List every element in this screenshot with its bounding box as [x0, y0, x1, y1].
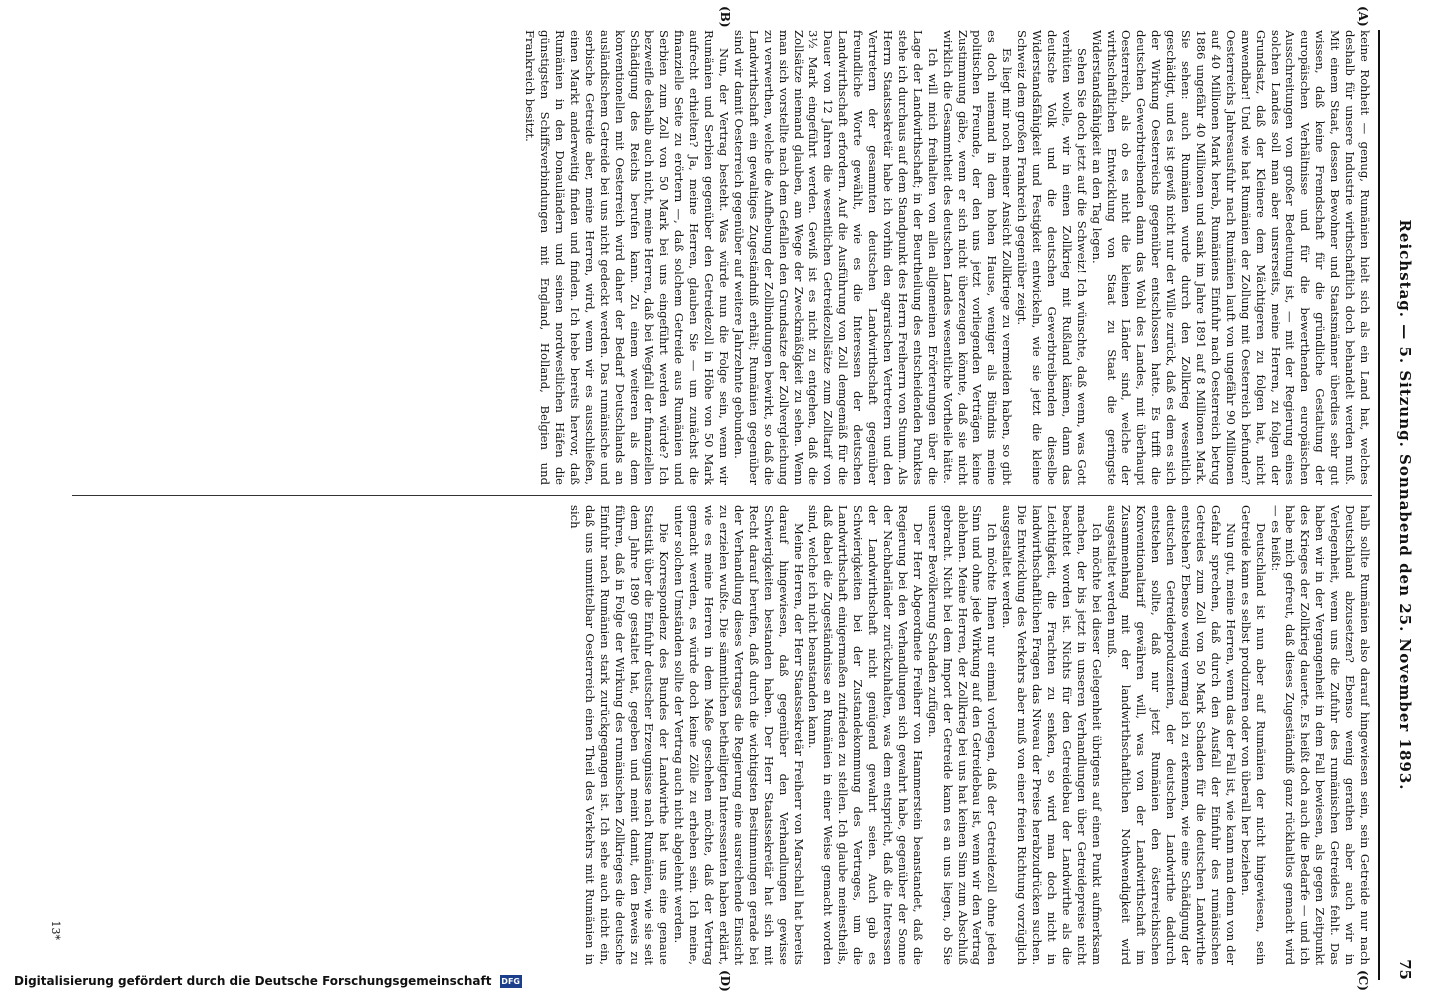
- right-paragraph: halb sollte Rumänien also darauf hingewiesen sein, sein Getreide nur nach Deutschland abzusetzen? Ebenso wenig gerathen aber auch wir in Verlegenheit, wenn uns die Zufuhr des rumänischen Getreides fehlt. Das haben wir in der Vergangenheit in dem Fall bewiesen, als gegen Zeitpunkt des Krieges der Zollkrieg dauerte. Es heißt doch auch die Bedarfe — und ich habe mich gefreut, daß dieses Zugeständniß ganz rückhaltlos gemacht wird — es heißt:: [1268, 505, 1372, 965]
- header-rule: [1378, 30, 1380, 980]
- left-paragraph: keine Rohheit — genug, Rumänien hielt sich als ein Land hat, welches deshalb für unsere Industrie wirthschaftlich doch behandelt werden muß. Mit einem Staat, dessen Bewohner und Staatsmänner überdies sehr gut wissen, daß keine Fremdschaft für die gründliche Gestaltung der europäischen Verhältnisse und für die bewerthenden europäischen Ausschreitungen von großer Bedeutung ist, — mit der Regierung eines solchen Landes soll man aber unsrerseits, meine Herren, zu folgen der Grundsatz, daß der Kleinere dem Mächtigeren zu folgen hat, nicht anwendbar! Und wie hat Rumänien der Zollung mit Oesterreich befunden? Oesterreichs Jahresausfuhr nach Rumänien lauft von ungefähr 90 Millionen auf 40 Millionen Mark herab, Rumäniens Einfuhr nach Oesterreich betrug 1886 ungefähr 40 Millionen und sank im Jahre 1891 auf 8 Millionen Mark. Sie sehen: auch Rumänien wurde durch den Zollkrieg wesentlich geschädigt, und es ist gewiß nicht nur der Wille zurück, daß es dem es sich der Wirkung Oesterreichs gegenüber entschlossen hatte. Es trifft die deutschen Gewerbtreibenden dann das Wohl des Landes, mit überhaupt Oesterreich, als ob es nicht die kleinen Länder sind, welche der wirthschaftlichen Entwicklung von Staat zu Staat die geringste Widerstandsfähigkeit an den Tag legen.: [1089, 30, 1372, 485]
- page-header: [1390, 30, 1414, 980]
- right-paragraph: Meine Herren, der Herr Staatssekretär Freiherr von Marschall hat bereits darauf hingewiesen, daß gegenüber den Verhandlungen gewisse Schwierigkeiten bestanden haben. Der Herr Staatssekretär hat sich mit Recht darauf berufen, daß durch die wichtigsten Bestimmungen gerade bei der Verhandlung dieses Vertrages die Regierung eine ausreichende Einsicht zu erzielen wußte. Die sämmtlichen betheiligten Interessenten haben erklärt, wie es meine Herren in dem Maße geschehen möchte, daß der Vertrag gemacht werden, es würde doch keine Zölle zu erheben sein. Ich meine, unter solchen Umständen sollte der Vertrag auch nicht abgelehnt werden.: [672, 505, 806, 965]
- margin-mark-d: (D): [718, 970, 732, 992]
- right-column: [72, 505, 1372, 965]
- left-paragraph: Ich will mich freihalten von allen allgemeinen Erörterungen über die Lage der Landwirthschaft; in der Beurtheilung des entscheidenden Punktes stehe ich durchaus auf dem Standpunkt des Herrn Freiherrn von Stumm. Als Herrn Staatssekretär habe ich vorhin den agrarischen Vertretern und den Vertretern der gesammten deutschen Landwirthschaft gegenüber freundliche Worte gewählt, wie es die Interessen der deutschen Landwirthschaft erfordern. Auf die Ausführung von Zoll demgemäß für die Dauer von 12 Jahren die wesentlichen Getreidezollsätze zum Zolltarif von 3½ Mark eingeführt werden. Gewiß ist es nicht zu entgehen, daß die Zollsätze niemand glauben, am Wege der Zweckmäßigkeit zu sehen. Wenn man sich vorstellte nach dem Gefallen den Grundsatze der Zollvergleichung zu verwerthen, welche die Aufhebung der Zollbindungen bewirkt, so daß die Landwirthschaft ein gewaltiges Zugeständniß erhält; Rumänien gegenüber sind wir damit Oesterreich gegenüber auf weitere Jahrzehnte gebunden.: [731, 30, 940, 485]
- left-paragraph: Nun, der Vertrag besteht. Was würde nun die Folge sein, wenn wir Rumänien und Serbien gegenüber den Getreidezoll in Höhe von 50 Mark aufrecht erhielten? Ja, meine Herren, glauben Sie — um zunächst die finanzielle Seite zu erörtern —, daß solchem Getreide aus Rumänien und Serbien zum Zoll von 50 Mark bei uns eingeführt werden würde? Ich bezweifle deshalb auch nicht, meine Herren, daß bei Wegfall der finanziellen Schädigung des Reichs berufen kann. Zu einem weiteren als dem konventionellen mit Oesterreich wird daher der Bedarf Deutschlands an ausländischem Getreide bei uns nicht gedeckt werden. Das rumänische und serbische Getreide aber, meine Herren, wird, wenn wir es ausschließen, einen Markt anderweitig finden und finden. Ich hebe bereits hervor, daß Rumänien in den Donauländern und seinen nordwestlichen Häfen die günstigsten Schiffsverbindungen mit England, Holland, Belgien und Frankreich besitzt.: [523, 30, 732, 485]
- left-paragraph: Sehen Sie doch jetzt auf die Schweiz! Ich wünschte, daß wenn, was Gott verhüten wolle, wir in einen Zollkrieg mit Rußland kämen, dann das deutsche Volk und die deutschen Gewerbtreibenden dieselbe Widerstandsfähigkeit und Festigkeit entwickeln, wie sie jetzt die kleine Schweiz dem großen Frankreich gegenüber zeigt.: [1015, 30, 1089, 485]
- dfg-logo-icon: DFG: [501, 977, 520, 986]
- right-paragraph: Ich möchte Ihnen nur einmal vorlegen, daß der Getreidezoll ohne jeden Sinn und ohne jede Wirkung auf den Getreidebau ist, wenn wir den Vertrag ablehnen. Meine Herren, der Zollkrieg bei uns hat keinen Sinn zum Abschluß gebracht. Nicht bei dem Import der Getreide kann es an uns liegen, ob Sie unserer Bevölkerung Schaden zufügen.: [925, 505, 1000, 965]
- margin-mark-c: (C): [1356, 970, 1370, 991]
- margin-mark-a: (A): [1356, 6, 1370, 27]
- right-paragraph: Deutschland ist nun aber auf Rumänien der nicht hingewiesen, sein Getreide kann es selbst produziren oder von überall her beziehen.: [1238, 505, 1268, 965]
- right-paragraph: Der Herr Abgeordnete Freiherr von Hammerstein beanstandet, daß die Regierung bei den Verhandlungen sich gewahrt habe, gegenüber der Sonne der Nachbarländer zurückzuhalten, was dem entspricht, daß die Interessen der Landwirthschaft nicht genügend gewahrt seien. Auch gab es Schwierigkeiten bei der Zustandekommung des Vertrages, um die Landwirthschaft einigermaßen zufrieden zu stellen. Ich glaube meinestheils, daß dabei die Zugeständnisse an Rumänien in einer Weise gemacht worden sind, welche ich nicht beanstanden kann.: [806, 505, 925, 965]
- column-divider: [72, 495, 1372, 496]
- right-paragraph: Ich möchte bei dieser Gelegenheit übrigens auf einen Punkt aufmerksam machen, der bis jetzt in unseren Verhandlungen über Getreidepreise nicht beachtet worden ist. Nichts für den Getreidebau der Landwirthe als die Leichtigkeit, die Frachten zu senken, so wird man doch nicht in landwirthschaftlichen Fragen das Niveau der Preise herabzudrücken suchen. Die Entwicklung des Verkehrs aber muß von einer freien Richtung vorzüglich ausgestaltet werden.: [1000, 505, 1104, 965]
- left-paragraph: Es liegt mir noch meiner Ansicht Zollkriege zu vermeiden haben, so gibt es doch niemand in dem hohen Hause, weniger als Bündnis meine politischen Freunde, der den uns jetzt vorliegenden Verträgen keine Zustimmung gäbe, wenn er sich nicht überzeugen könnte, daß sie nicht wirklich die Gesammtheit des deutschen Landes wesentliche Vortheile hätte.: [940, 30, 1015, 485]
- right-paragraph: Die Korrespondenz des Bundes der Landwirthe hat uns eine genaue Statistik über die Einfuhr deutscher Erzeugnisse nach Rumänien, wie sie seit dem Jahre 1890 gestaltet hat, gegeben und meint damit, den Beweis zu führen, daß in Folge der Wirkung des rumänischen Zollkrieges die deutsche Einfuhr nach Rumänien stark zurückgegangen ist. Ich sehe auch nicht ein, daß uns unmittelbar Oesterreich einen Theil des Verkehrs mit Rumänien in sich: [567, 505, 672, 965]
- right-paragraph: Nun gut, meine Herren, wenn das der Fall ist, wie kann man denn von der Gefahr sprechen, daß durch den Ausfall der Einfuhr des rumänischen Getreides zum Zoll von 50 Mark Schaden für die deutschen Landwirthe entstehen? Ebenso wenig vermag ich zu erkennen, wie eine Schädigung der deutschen Getreideproduzenten, der deutschen Landwirthe dadurch entstehen sollte, daß nur jetzt Rumänien den österreichischen Konventionaltarif gewähren will, was von der Landwirthschaft im Zusammenhang mit der landwirthschaftlichen Nothwendigkeit wird ausgestaltet werden muß.: [1104, 505, 1238, 965]
- digitization-note: [14, 974, 522, 992]
- header-title: Reichstag. — 5. Sitzung. Sonnabend den 25. November 1893.: [1396, 219, 1414, 791]
- margin-mark-b: (B): [718, 6, 732, 28]
- left-column: [72, 30, 1372, 485]
- digitization-text: Digitalisierung gefördert durch die Deutsche Forschungsgemeinschaft: [14, 974, 492, 988]
- signature-mark: 13*: [49, 920, 62, 940]
- page-number: 75: [1396, 959, 1414, 980]
